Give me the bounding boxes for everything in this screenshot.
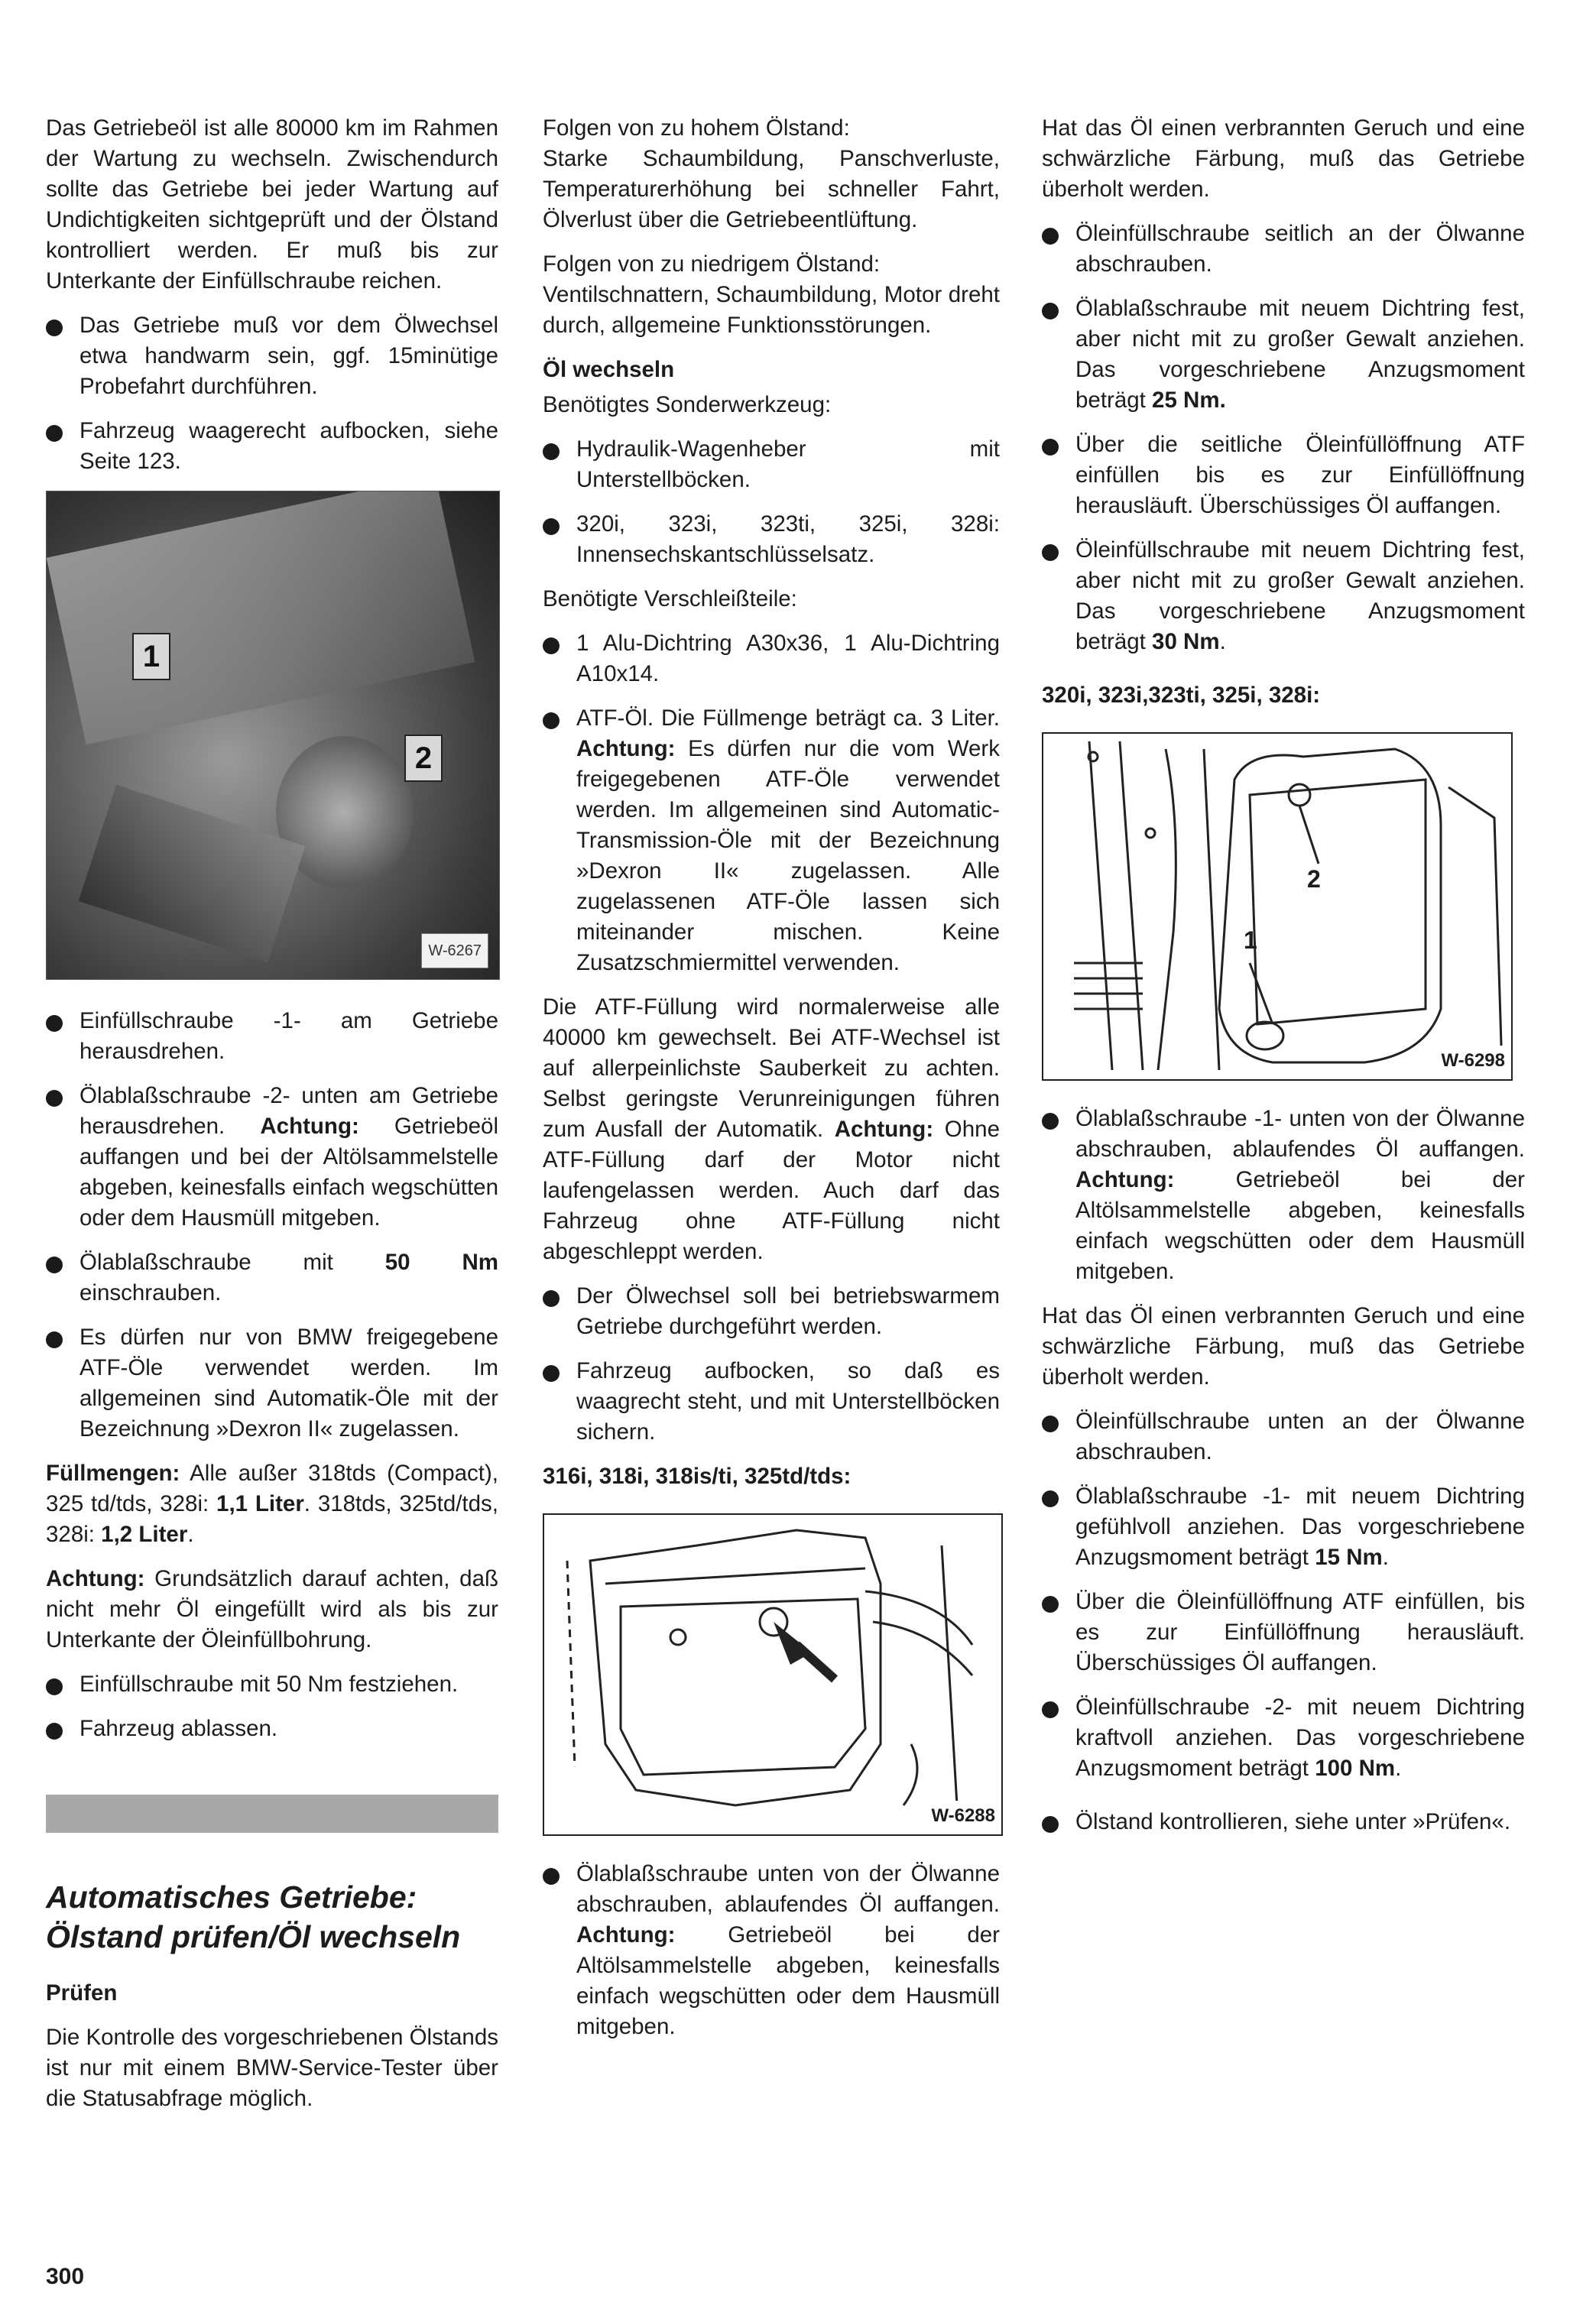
column-1	[46, 113, 498, 2128]
paragraph: Benötigtes Sonderwerkzeug:	[543, 392, 832, 417]
bullet-item: 320i, 323i, 323ti, 325i, 328i: Innensechskantschlüsselsatz.	[543, 509, 1000, 570]
figure-tag: W-6288	[928, 1801, 998, 1831]
subheading-pruefen: Prüfen	[46, 1980, 118, 2006]
bullet-item: Ölablaßschraube -1- unten von der Ölwanne abschrauben, ablaufendes Öl auffangen. Achtung: Getriebeöl bei der Altölsammelstelle abgeben, keinesfalls einfach wegschütten oder dem Hausmüll mitgeben.	[1042, 1104, 1525, 1287]
paragraph: Die ATF-Füllung wird normalerweise alle 40000 km gewechselt. Bei ATF-Wechsel ist auf allerpeinlichste Sauberkeit zu achten. Selbst geringste Verunreinigungen führen zum Ausfall der Automatik. Achtung: Ohne ATF-Füllung darf der Motor nicht laufengelassen werden. Auch darf das Fahrzeug ohne ATF-Füllung nicht abgeschleppt werden.	[543, 994, 1000, 1264]
bullet-item: Öleinfüllschraube -2- mit neuem Dichtring kraftvoll anziehen. Das vorgeschriebene Anzugsmoment beträgt 100 Nm.	[1042, 1692, 1525, 1784]
figure-tag: W-6298	[1438, 1046, 1508, 1076]
bullet-item: Ölablaßschraube -2- unten am Getriebe herausdrehen. Achtung: Getriebeöl auffangen und bei der Altölsammelstelle abgeben, keinesfalls einfach wegschütten oder dem Hausmüll mitgeben.	[46, 1081, 498, 1234]
paragraph: Folgen von zu hohem Ölstand:	[543, 115, 850, 141]
photo-tag: W-6267	[421, 933, 488, 968]
paragraph: Folgen von zu niedrigem Ölstand:	[543, 251, 881, 277]
oil-pan-diagram-2	[1042, 732, 1513, 1081]
oil-pan-diagram-1	[543, 1513, 1003, 1836]
bullet-item: Es dürfen nur von BMW freigegebene ATF-Öle verwendet werden. Im allgemeinen sind Automatik-Öle mit der Bezeichnung »Dexron II« zugelassen.	[46, 1322, 498, 1445]
paragraph: Ventilschnattern, Schaumbildung, Motor dreht durch, allgemeine Funktionsstörungen.	[543, 282, 1000, 338]
paragraph: Starke Schaumbildung, Panschverluste, Temperaturerhöhung bei schneller Fahrt, Ölverlust über die Getriebeentlüftung.	[543, 146, 1000, 232]
photo-marker-2: 2	[404, 735, 443, 782]
bullet-item: Das Getriebe muß vor dem Ölwechsel etwa handwarm sein, ggf. 15minütige Probefahrt durchführen.	[46, 310, 498, 402]
bullet-item: Ölstand kontrollieren, siehe unter »Prüfen«.	[1042, 1807, 1525, 1837]
page-number: 300	[46, 2264, 85, 2289]
bullet-item: Einfüllschraube -1- am Getriebe herausdrehen.	[46, 1006, 498, 1067]
photo-marker-1: 1	[132, 633, 170, 680]
bullet-item: Der Ölwechsel soll bei betriebswarmem Getriebe durchgeführt werden.	[543, 1281, 1000, 1342]
bullet-item: Fahrzeug aufbocken, so daß es waagrecht steht, und mit Unterstellböcken sichern.	[543, 1356, 1000, 1448]
subheading-models: 316i, 318i, 318is/ti, 325td/tds:	[543, 1464, 852, 1489]
bullet-item: Einfüllschraube mit 50 Nm festziehen.	[46, 1669, 498, 1700]
paragraph: Hat das Öl einen verbrannten Geruch und eine schwärzliche Färbung, muß das Getriebe überholt werden.	[1042, 1303, 1525, 1390]
bullet-item: ATF-Öl. Die Füllmenge beträgt ca. 3 Liter. Achtung: Es dürfen nur die vom Werk freigegebenen ATF-Öle verwendet werden. Im allgemeinen sind Automatic-Transmission-Öle mit der Bezeichnung »Dexron II« zugelassen. Alle zugelassenen ATF-Öle lassen sich miteinander mischen. Keine Zusatzschmiermittel verwenden.	[543, 703, 1000, 978]
paragraph: Benötigte Verschleißteile:	[543, 586, 797, 611]
section-title: Automatisches Getriebe: Ölstand prüfen/Öl wechseln	[46, 1879, 461, 1954]
figure-label-2: 2	[1307, 865, 1321, 893]
bullet-item: Ölablaßschraube mit 50 Nm einschrauben.	[46, 1247, 498, 1309]
subheading-models: 320i, 323i,323ti, 325i, 328i:	[1042, 683, 1321, 708]
figure-label-1: 1	[1244, 926, 1257, 954]
paragraph: Das Getriebeöl ist alle 80000 km im Rahmen der Wartung zu wechseln. Zwischendurch sollte das Getriebe bei jeder Wartung auf Undichtigkeiten sichtgeprüft und der Ölstand kontrolliert werden. Er muß bis zur Unterkante der Einfüllschraube reichen.	[46, 115, 498, 293]
bullet-item: Ölablaßschraube mit neuem Dichtring fest, aber nicht mit zu großer Gewalt anziehen. Das vorgeschriebene Anzugsmoment beträgt 25 Nm.	[1042, 293, 1525, 416]
oil-pan-drawing	[1043, 734, 1511, 1079]
bullet-item: Hydraulik-Wagenheber mit Unterstellböcken.	[543, 434, 1000, 495]
bullet-item: Ölablaßschraube unten von der Ölwanne abschrauben, ablaufendes Öl auffangen. Achtung: Getriebeöl bei der Altölsammelstelle abgeben, keinesfalls einfach wegschütten oder dem Hausmüll mitgeben.	[543, 1859, 1000, 2042]
bullet-item: Öleinfüllschraube seitlich an der Ölwanne abschrauben.	[1042, 219, 1525, 280]
column-2	[543, 113, 1000, 2056]
subheading-oel-wechseln: Öl wechseln	[543, 357, 675, 382]
bullet-item: Ölablaßschraube -1- mit neuem Dichtring gefühlvoll anziehen. Das vorgeschriebene Anzugsmoment beträgt 15 Nm.	[1042, 1481, 1525, 1573]
bullet-item: Über die seitliche Öleinfüllöffnung ATF einfüllen bis es zur Einfüllöffnung herausläuft. Überschüssiges Öl auffangen.	[1042, 430, 1525, 521]
bullet-item: Über die Öleinfüllöffnung ATF einfüllen, bis es zur Einfüllöffnung herausläuft. Überschüssiges Öl auffangen.	[1042, 1587, 1525, 1678]
bullet-item: Öleinfüllschraube unten an der Ölwanne abschrauben.	[1042, 1406, 1525, 1467]
attention-note: Achtung: Grundsätzlich darauf achten, daß nicht mehr Öl eingefüllt wird als bis zur Unterkante der Öleinfüllbohrung.	[46, 1566, 498, 1652]
section-divider-bar	[46, 1795, 498, 1833]
fill-quantities: Füllmengen: Alle außer 318tds (Compact), 325 td/tds, 328i: 1,1 Liter. 318tds, 325td/tds, 328i: 1,2 Liter.	[46, 1461, 498, 1547]
oil-pan-drawing	[544, 1515, 1001, 1834]
bullet-item: Fahrzeug waagerecht aufbocken, siehe Seite 123.	[46, 416, 498, 477]
transmission-photo	[46, 491, 500, 980]
paragraph: Hat das Öl einen verbrannten Geruch und eine schwärzliche Färbung, muß das Getriebe überholt werden.	[1042, 115, 1525, 202]
bullet-item: 1 Alu-Dichtring A30x36, 1 Alu-Dichtring A10x14.	[543, 628, 1000, 689]
column-3	[1042, 113, 1525, 1851]
paragraph: Die Kontrolle des vorgeschriebenen Ölstands ist nur mit einem BMW-Service-Tester über die Statusabfrage möglich.	[46, 2025, 498, 2111]
bullet-item: Öleinfüllschraube mit neuem Dichtring fest, aber nicht mit zu großer Gewalt anziehen. Das vorgeschriebene Anzugsmoment beträgt 30 Nm.	[1042, 535, 1525, 657]
bullet-item: Fahrzeug ablassen.	[46, 1714, 498, 1744]
